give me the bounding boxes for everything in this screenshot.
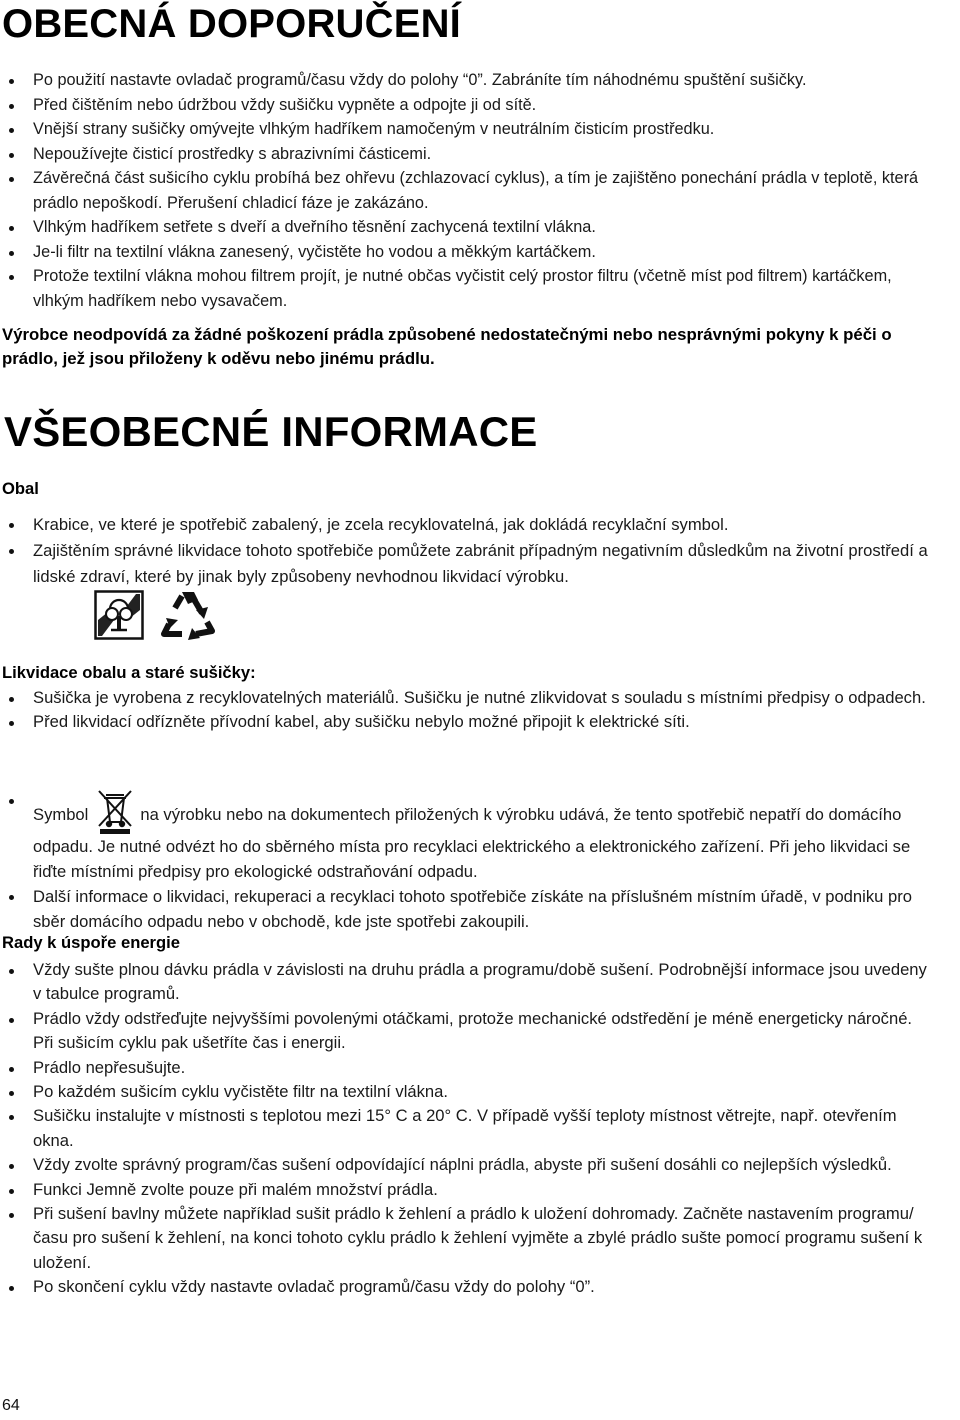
list-item: Vždy sušte plnou dávku prádla v závislosti na druhu prádla a programu/době sušení. Podrobnější informace jsou uvedeny v tabulce programů. xyxy=(1,958,931,1007)
weee-symbol-item xyxy=(1,788,931,884)
list-item: Nepoužívejte čisticí prostředky s abrazivními částicemi. xyxy=(1,142,931,167)
list-item: Po každém sušicím cyklu vyčistěte filtr na textilní vlákna. xyxy=(1,1080,931,1104)
disposal-list xyxy=(1,686,931,734)
general-recommendations-title: OBECNÁ DOPORUČENÍ xyxy=(2,2,461,46)
list-item: Zajištěním správné likvidace tohoto spotřebiče pomůžete zabránit případným negativním důsledkům na životní prostředí a lidské zdraví, které by jinak byly způsobeny nevhodnou likvidací výrobku. xyxy=(1,538,931,590)
list-item: Závěrečná část sušicího cyklu probíhá bez ohřevu (zchlazovací cyklus), a tím je zajištěno ponechání prádla v teplotě, která prádlo nepoškodí. Přerušení chladicí fáze je zakázáno. xyxy=(1,166,931,215)
list-item: Před čištěním nebo údržbou vždy sušičku vypněte a odpojte ji od sítě. xyxy=(1,93,931,118)
list-item: Je-li filtr na textilní vlákna zanesený, vyčistěte ho vodou a měkkým kartáčkem. xyxy=(1,240,931,265)
general-information-title: VŠEOBECNÉ INFORMACE xyxy=(4,408,538,455)
manufacturer-liability-warning: Výrobce neodpovídá za žádné poškození prádla způsobené nedostatečnými nebo nesprávnými pokyny k péči o prádlo, jež jsou přiloženy k oděvu nebo jinému prádlu. xyxy=(2,325,892,368)
disposal-list-continued xyxy=(1,788,931,934)
list-item: Funkci Jemně zvolte pouze při malém množství prádla. xyxy=(1,1178,931,1202)
list-item: Vlhkým hadříkem setřete s dveří a dveřního těsnění zachycená textilní vlákna. xyxy=(1,215,931,240)
packaging-list xyxy=(1,512,931,590)
list-item: Vždy zvolte správný program/čas sušení odpovídající náplni prádla, abyste při sušení dosáhli co nejlepších výsledků. xyxy=(1,1153,931,1177)
packaging-symbols xyxy=(94,588,234,644)
recycle-triangle-icon xyxy=(158,588,218,642)
energy-saving-heading: Rady k úspoře energie xyxy=(2,933,180,952)
crossed-out-wheelie-bin-icon xyxy=(94,788,136,834)
energy-saving-list xyxy=(1,958,931,1300)
list-item: Protože textilní vlákna mohou filtrem projít, je nutné občas vyčistit celý prostor filtru (včetně míst pod filtrem) kartáčkem, vlhkým hadříkem nebo vysavačem. xyxy=(1,264,931,313)
list-item: Prádlo vždy odstřeďujte nejvyššími povolenými otáčkami, protože mechanické odstředění je méně energeticky náročné. Při sušicím cyklu pak ušetříte čas i energii. xyxy=(1,1007,931,1056)
tree-recycling-mark-icon xyxy=(94,590,144,640)
symbol-word: Symbol xyxy=(33,805,89,824)
list-item: Další informace o likvidaci, rekuperaci a recyklaci tohoto spotřebiče získáte na příslušném místním úřadě, v podniku pro sběr domácího odpadu nebo v obchodě, kde jste spotřebi zakoupili. xyxy=(1,884,931,934)
list-item: Před likvidací odřízněte přívodní kabel, aby sušičku nebylo možné připojit k elektrické síti. xyxy=(1,710,931,734)
page-number: 64 xyxy=(2,1397,20,1414)
weee-symbol-description: na výrobku nebo na dokumentech přiložených k výrobku udává, že tento spotřebič nepatří do domácího odpadu. Je nutné odvézt ho do sběrného místa pro recyklaci elektrického a elektronického zařízení. Při jeho likvidaci se řiďte místními předpisy pro ekologické odstraňování odpadu. xyxy=(33,805,911,881)
list-item: Při sušení bavlny můžete například sušit prádlo k žehlení a prádlo k uložení dohromady. Začněte nastavením programu/času pro sušení k žehlení, na konci tohoto cyklu prádlo k žehlení vyjměte a zbylé prádlo sušte pomocí programu sušení k uložení. xyxy=(1,1202,931,1275)
list-item: Krabice, ve které je spotřebič zabalený, je zcela recyklovatelná, jak dokládá recyklační symbol. xyxy=(1,512,931,538)
list-item: Prádlo nepřesušujte. xyxy=(1,1056,931,1080)
disposal-heading: Likvidace obalu a staré sušičky: xyxy=(2,663,256,682)
list-item: Sušička je vyrobena z recyklovatelných materiálů. Sušičku je nutné zlikvidovat s souladu s místními předpisy o odpadech. xyxy=(1,686,931,710)
list-item: Po skončení cyklu vždy nastavte ovladač programů/času vždy do polohy “0”. xyxy=(1,1275,931,1299)
packaging-heading: Obal xyxy=(2,479,39,498)
general-recommendations-list xyxy=(1,68,931,313)
list-item: Po použití nastavte ovladač programů/času vždy do polohy “0”. Zabráníte tím náhodnému spuštění sušičky. xyxy=(1,68,931,93)
list-item: Vnější strany sušičky omývejte vlhkým hadříkem namočeným v neutrálním čisticím prostředku. xyxy=(1,117,931,142)
list-item: Sušičku instalujte v místnosti s teplotou mezi 15° C a 20° C. V případě vyšší teploty místnost větrejte, např. otevřením okna. xyxy=(1,1104,931,1153)
